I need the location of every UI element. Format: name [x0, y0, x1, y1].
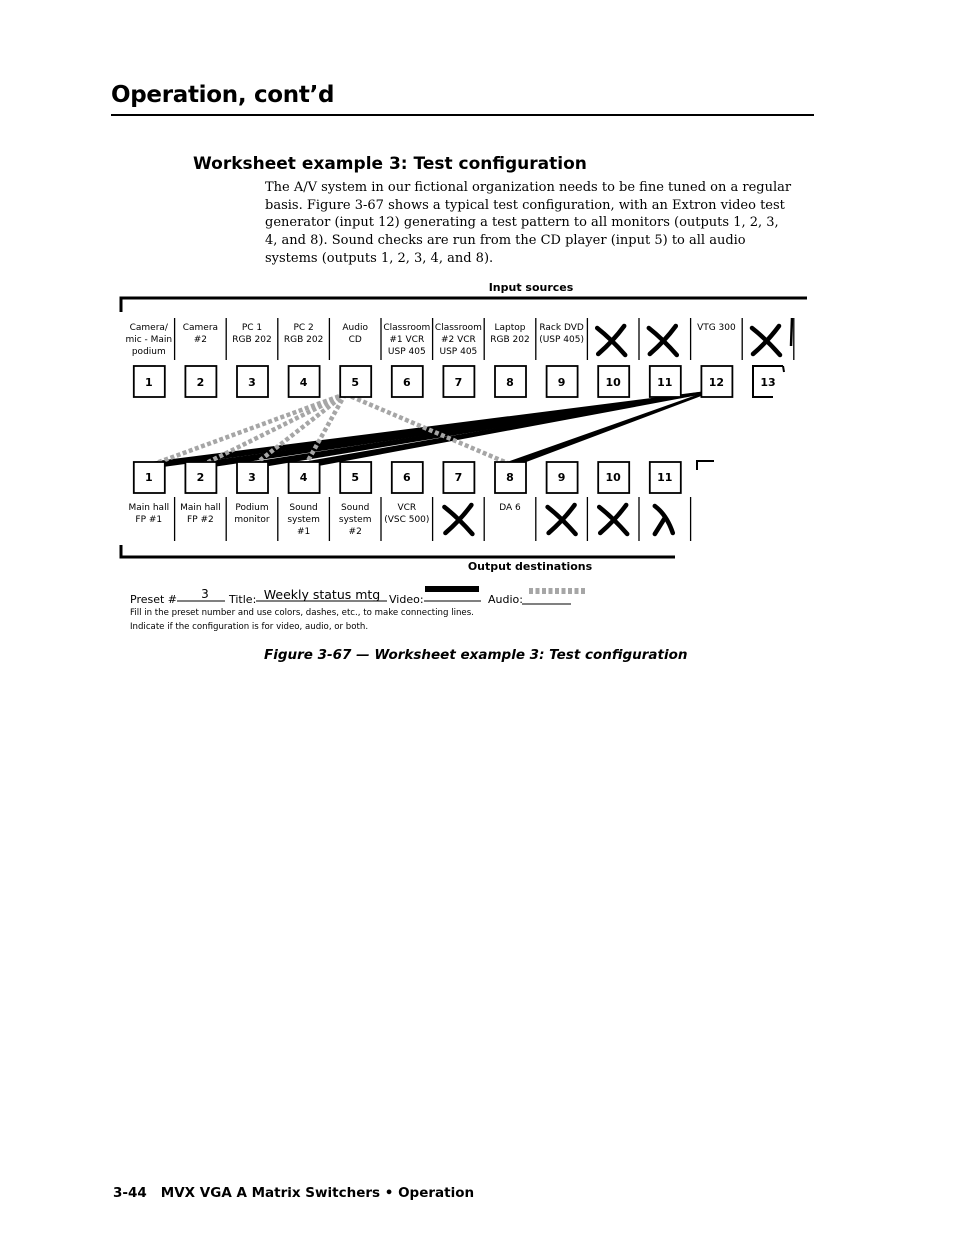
output-number-6: 6 [402, 471, 411, 484]
output-label-text: VCR [397, 503, 417, 513]
input-label-text: #2 [193, 335, 208, 345]
input-label-text: #1 VCR [389, 335, 425, 345]
page-number: 3-44 [113, 1185, 147, 1201]
input-number-6: 6 [402, 376, 411, 389]
input-crossed-mark [752, 326, 780, 355]
input-label-text: Camera/ [129, 323, 168, 333]
output-number-9: 9 [557, 471, 566, 484]
output-label-text: DA 6 [499, 503, 521, 513]
output-label-text: FP #2 [187, 515, 214, 525]
page-header-title: Operation, cont’d [111, 82, 335, 108]
input-label-text: Laptop [494, 323, 526, 333]
input-label-text: VTG 300 [697, 323, 736, 333]
input-number-10: 10 [605, 376, 621, 389]
input-frame-end [791, 318, 792, 346]
input-number-2: 2 [196, 376, 205, 389]
output-number-3: 3 [248, 471, 256, 484]
output-crossed-mark [444, 505, 472, 534]
worksheet-note-1: Fill in the preset number and use colors, dashes, etc., to make connecting lines. [130, 608, 474, 618]
input-number-13: 13 [760, 376, 776, 389]
output-destinations-title: Output destinations [467, 560, 593, 573]
output-number-11: 11 [657, 471, 673, 484]
input-label-text: RGB 202 [283, 335, 324, 345]
input-label-text: #2 VCR [440, 335, 476, 345]
input-number-8: 8 [506, 376, 514, 389]
footer-title: MVX VGA A Matrix Switchers • Operation [160, 1185, 475, 1201]
output-label-text: Sound [289, 503, 318, 513]
input-number-11: 11 [657, 376, 673, 389]
input-sources-title: Input sources [488, 281, 574, 294]
output-number-10: 10 [605, 471, 621, 484]
output-label-text: FP #1 [135, 515, 163, 525]
input-label-text: RGB 202 [232, 335, 272, 345]
input-label-text: Audio [342, 323, 368, 333]
page-footer [113, 1185, 474, 1201]
input-box-13-tick [783, 366, 784, 372]
input-label-text: PC 2 [293, 323, 314, 333]
output-crossed-mark [548, 505, 576, 534]
title-label: Title: [229, 593, 257, 606]
output-label-text: monitor [234, 515, 270, 525]
output-label-text: system [338, 515, 372, 525]
output-crossed-mark [599, 505, 627, 534]
video-label: Video: [389, 593, 424, 606]
output-label-text: Podium [235, 503, 269, 513]
input-frame [121, 298, 807, 312]
input-label-text: CD [348, 335, 362, 345]
output-number-7: 7 [454, 471, 463, 484]
input-label-text: Rack DVD [539, 323, 584, 333]
input-crossed-mark [649, 326, 677, 355]
input-label-text: mic - Main [125, 335, 173, 345]
preset-label: Preset # [130, 593, 178, 606]
section-heading: Worksheet example 3: Test configuration [193, 154, 587, 174]
output-label-text: #1 [296, 527, 311, 537]
audio-label: Audio: [488, 593, 523, 606]
input-number-3: 3 [248, 376, 256, 389]
output-box-12-stub [697, 461, 714, 470]
figure-caption: Figure 3-67 — Worksheet example 3: Test configuration [264, 647, 688, 663]
input-label-text: Classroom [434, 323, 482, 333]
preset-value: 3 [201, 587, 209, 601]
output-label-text: #2 [348, 527, 362, 537]
input-number-4: 4 [299, 376, 308, 389]
input-label-text: Classroom [383, 323, 431, 333]
input-label-text: USP 405 [439, 347, 478, 357]
input-crossed-mark [597, 326, 625, 355]
input-number-12: 12 [708, 376, 725, 389]
input-label-text: PC 1 [241, 323, 263, 333]
output-label-text: system [287, 515, 320, 525]
input-label-text: Camera [182, 323, 219, 333]
input-number-1: 1 [144, 376, 153, 389]
video-connection-line [299, 391, 709, 470]
input-number-9: 9 [557, 376, 566, 389]
output-number-1: 1 [144, 471, 153, 484]
output-number-8: 8 [506, 471, 514, 484]
input-label-text: USP 405 [387, 347, 426, 357]
video-connection-line [505, 391, 709, 469]
section-body-text: The A/V system in our fictional organization needs to be fine tuned on a regular basis. Figure 3-67 shows a typical test configuration, with an Extron video test generator (input 12) generating a test pattern to all monitors (outputs 1, 2, 3, 4, and 8). Sound checks are run from the CD player (input 5) to all audio systems (outputs 1, 2, 3, 4, and 8). [265, 180, 792, 266]
input-number-7: 7 [454, 376, 463, 389]
output-label-text: Main hall [180, 503, 221, 513]
output-frame [121, 545, 675, 557]
input-label-text: RGB 202 [490, 335, 530, 345]
output-number-4: 4 [299, 471, 308, 484]
output-label-text: (VSC 500) [384, 515, 430, 525]
output-label-text: Main hall [128, 503, 170, 513]
output-number-5: 5 [351, 471, 360, 484]
output-label-text: Sound [341, 503, 370, 513]
output-number-2: 2 [196, 471, 205, 484]
input-label-text: podium [131, 347, 166, 357]
input-number-5: 5 [351, 376, 360, 389]
video-connection-line [144, 391, 708, 470]
title-value: Weekly status mtg [263, 587, 381, 602]
worksheet-note-2: Indicate if the configuration is for video, audio, or both. [130, 622, 369, 632]
output-crossed-mark [653, 0, 673, 534]
video-line-sample [425, 586, 479, 592]
input-label-text: (USP 405) [539, 335, 584, 345]
